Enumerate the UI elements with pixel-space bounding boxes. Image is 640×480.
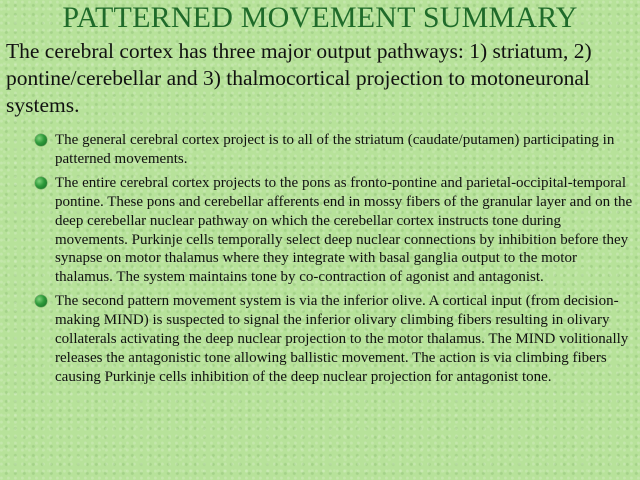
bullet-item-2 (33, 174, 633, 287)
bullet-text: The general cerebral cortex project is to all of the striatum (caudate/putamen) participating in patterned movements. (55, 132, 615, 167)
green-sphere-bullet-icon (35, 295, 47, 307)
slide-title: PATTERNED MOVEMENT SUMMARY (62, 1, 578, 34)
green-sphere-bullet-icon (35, 177, 47, 189)
green-sphere-bullet-icon (35, 134, 47, 146)
bullet-list (33, 131, 633, 392)
bullet-item-1 (33, 131, 633, 169)
intro-paragraph: The cerebral cortex has three major output pathways: 1) striatum, 2) pontine/cerebellar and 3) thalmocortical projection to motoneuronal systems. (6, 39, 592, 117)
bullet-item-3 (33, 292, 633, 387)
bullet-text: The second pattern movement system is via the inferior olive. A cortical input (from decision-making MIND) is suspected to signal the inferior olivary climbing fibers resulting in olivary collaterals activating the deep nuclear projection to the motor thalamus. The MIND volitionally releases the antagonistic tone allowing ballistic movement. The action is via climbing fibers causing Purkinje cells inhibition of the deep nuclear projection for antagonist tone. (55, 293, 629, 385)
bullet-text: The entire cerebral cortex projects to the pons as fronto-pontine and parietal-occipital-temporal pontine. These pons and cerebellar afferents end in mossy fibers of the granular layer and on the deep cerebellar nuclear pathway on which the cerebellar cortex instructs tone during movements. Purkinje cells temporally select deep nuclear connections by inhibition before they synapse on motor thalamus where they integrate with basal ganglia output to the motor thalamus. The system maintains tone by co-contraction of agonist and antagonist. (55, 174, 633, 286)
